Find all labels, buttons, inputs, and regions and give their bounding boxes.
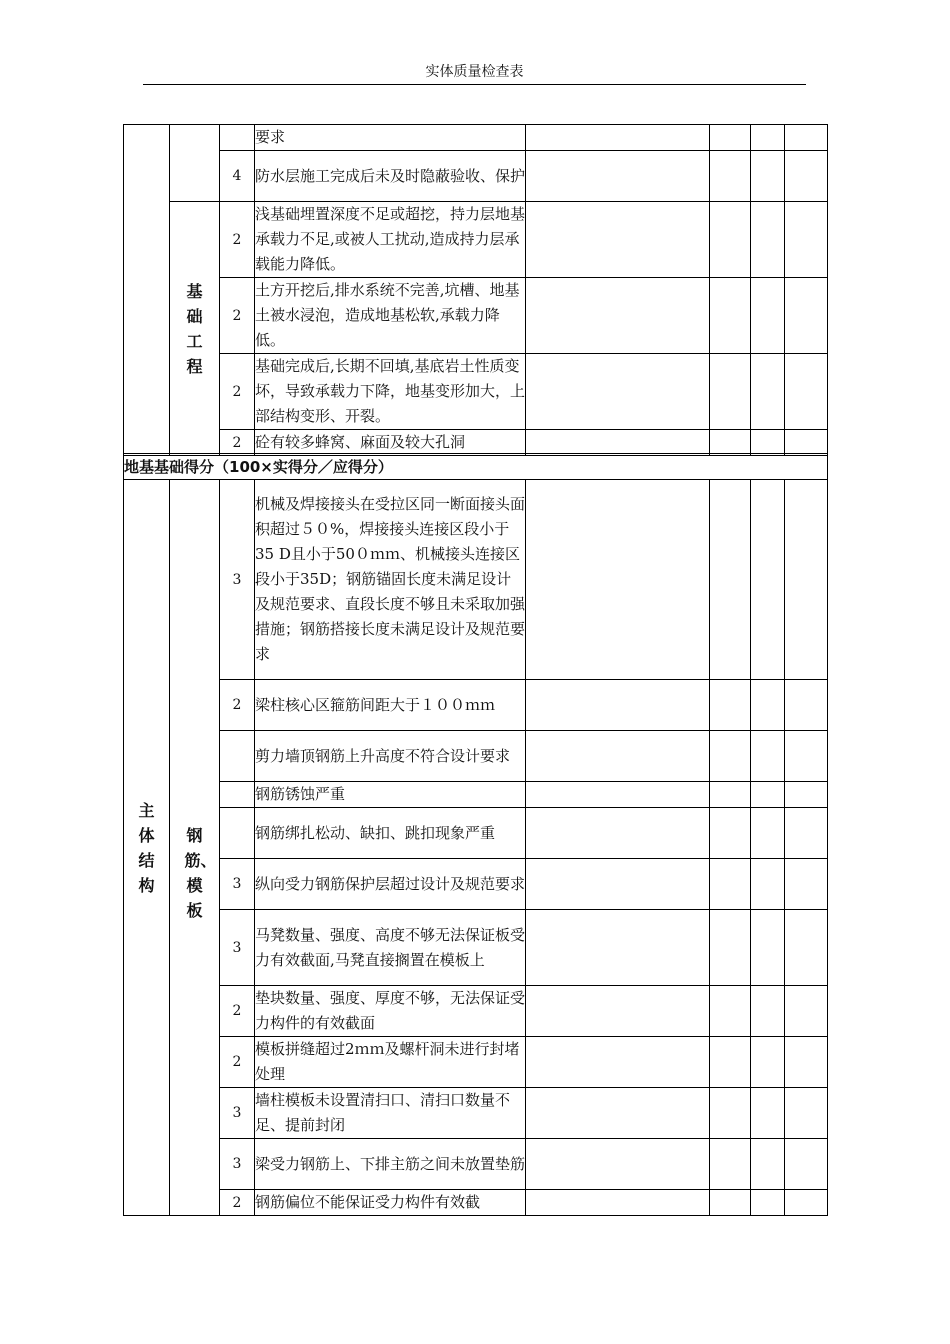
subtotal-row — [124, 454, 828, 480]
result-cell — [751, 859, 785, 910]
result-cell — [526, 125, 710, 151]
result-cell — [526, 430, 710, 456]
inspection-table-main — [123, 453, 828, 1216]
item-text: 钢筋锈蚀严重 — [255, 782, 526, 808]
table-row — [124, 278, 828, 354]
table-row — [124, 680, 828, 731]
result-cell — [710, 125, 751, 151]
result-cell — [710, 430, 751, 456]
category-cell-empty — [124, 125, 170, 456]
item-text: 模板拼缝超过2ｍｍ及螺杆洞未进行封堵处理 — [255, 1037, 526, 1088]
result-cell — [785, 1088, 828, 1139]
item-text: 梁受力钢筋上、下排主筋之间未放置垫筋 — [255, 1139, 526, 1190]
result-cell — [785, 1037, 828, 1088]
result-cell — [710, 1037, 751, 1088]
score-cell: 3 — [220, 1088, 255, 1139]
table-row — [124, 480, 828, 680]
result-cell — [710, 859, 751, 910]
score-cell: 2 — [220, 986, 255, 1037]
table-row — [124, 1139, 828, 1190]
result-cell — [751, 808, 785, 859]
result-cell — [751, 1088, 785, 1139]
item-text: 纵向受力钢筋保护层超过设计及规范要求 — [255, 859, 526, 910]
result-cell — [751, 782, 785, 808]
item-text: 砼有较多蜂窝、麻面及较大孔洞 — [255, 430, 526, 456]
result-cell — [710, 151, 751, 202]
result-cell — [785, 278, 828, 354]
result-cell — [526, 731, 710, 782]
table-row — [124, 1190, 828, 1216]
score-cell: 2 — [220, 354, 255, 430]
result-cell — [785, 151, 828, 202]
table-row — [124, 430, 828, 456]
score-cell: 2 — [220, 1190, 255, 1216]
result-cell — [785, 125, 828, 151]
result-cell — [751, 125, 785, 151]
table-row — [124, 731, 828, 782]
result-cell — [785, 1190, 828, 1216]
table-row — [124, 782, 828, 808]
result-cell — [785, 202, 828, 278]
item-text: 垫块数量、强度、厚度不够，无法保证受力构件的有效截面 — [255, 986, 526, 1037]
subcategory-rebar-formwork: 钢筋、模板 — [170, 480, 220, 1216]
result-cell — [785, 731, 828, 782]
result-cell — [710, 910, 751, 986]
score-cell: 3 — [220, 910, 255, 986]
score-cell: 2 — [220, 1037, 255, 1088]
result-cell — [526, 1139, 710, 1190]
item-text: 马凳数量、强度、高度不够无法保证板受力有效截面,马凳直接搁置在模板上 — [255, 910, 526, 986]
score-cell: 3 — [220, 859, 255, 910]
inspection-table — [123, 124, 828, 456]
result-cell — [526, 202, 710, 278]
score-cell: 3 — [220, 1139, 255, 1190]
foundation-subtotal-label: 地基基础得分（100×实得分／应得分） — [124, 454, 828, 480]
result-cell — [526, 480, 710, 680]
category-main-structure: 主体结构 — [124, 480, 170, 1216]
item-text: 机械及焊接接头在受拉区同一断面接头面积超过５０%，焊接接头连接区段小于35 D且小于50０ｍｍ、机械接头连接区段小于35D；钢筋锚固长度未满足设计及规范要求、直段长度不够且未采取加强措施；钢筋搭接长度未满足设计及规范要求 — [255, 480, 526, 680]
score-cell: 2 — [220, 278, 255, 354]
result-cell — [751, 354, 785, 430]
result-cell — [526, 278, 710, 354]
score-cell: 3 — [220, 480, 255, 680]
result-cell — [710, 278, 751, 354]
result-cell — [710, 480, 751, 680]
result-cell — [710, 1088, 751, 1139]
result-cell — [751, 151, 785, 202]
item-text: 墙柱模板未设置清扫口、清扫口数量不足、提前封闭 — [255, 1088, 526, 1139]
result-cell — [710, 202, 751, 278]
item-text: 要求 — [255, 125, 526, 151]
result-cell — [785, 910, 828, 986]
result-cell — [751, 1037, 785, 1088]
result-cell — [751, 1190, 785, 1216]
table-row — [124, 1037, 828, 1088]
result-cell — [785, 680, 828, 731]
table-row — [124, 986, 828, 1037]
result-cell — [751, 910, 785, 986]
result-cell — [751, 1139, 785, 1190]
result-cell — [751, 202, 785, 278]
result-cell — [710, 680, 751, 731]
result-cell — [526, 1037, 710, 1088]
result-cell — [751, 731, 785, 782]
score-cell — [220, 125, 255, 151]
table-row — [124, 1088, 828, 1139]
item-text: 钢筋绑扎松动、缺扣、跳扣现象严重 — [255, 808, 526, 859]
item-text: 土方开挖后,排水系统不完善,坑槽、地基土被水浸泡，造成地基松软,承载力降低。 — [255, 278, 526, 354]
result-cell — [751, 430, 785, 456]
result-cell — [751, 680, 785, 731]
item-text: 钢筋偏位不能保证受力构件有效截 — [255, 1190, 526, 1216]
result-cell — [785, 1139, 828, 1190]
result-cell — [526, 151, 710, 202]
result-cell — [710, 808, 751, 859]
score-cell: 4 — [220, 151, 255, 202]
result-cell — [785, 430, 828, 456]
result-cell — [785, 354, 828, 430]
subcategory-cell-empty — [170, 125, 220, 202]
result-cell — [785, 480, 828, 680]
result-cell — [710, 731, 751, 782]
result-cell — [526, 859, 710, 910]
result-cell — [710, 354, 751, 430]
result-cell — [526, 808, 710, 859]
result-cell — [710, 782, 751, 808]
result-cell — [526, 782, 710, 808]
result-cell — [526, 1088, 710, 1139]
table-row — [124, 151, 828, 202]
result-cell — [526, 354, 710, 430]
result-cell — [751, 986, 785, 1037]
result-cell — [751, 278, 785, 354]
table-row — [124, 910, 828, 986]
result-cell — [526, 986, 710, 1037]
subcategory-foundation: 基础工程 — [170, 202, 220, 456]
result-cell — [526, 910, 710, 986]
item-text: 基础完成后,长期不回填,基底岩土性质变坏，导致承载力下降，地基变形加大，上部结构变形、开裂。 — [255, 354, 526, 430]
result-cell — [785, 782, 828, 808]
item-text: 防水层施工完成后未及时隐蔽验收、保护 — [255, 151, 526, 202]
page-header: 实体质量检查表 — [143, 62, 806, 85]
item-text: 浅基础埋置深度不足或超挖，持力层地基承载力不足,或被人工扰动,造成持力层承载能力降低。 — [255, 202, 526, 278]
table-row — [124, 859, 828, 910]
table-row — [124, 125, 828, 151]
result-cell — [751, 480, 785, 680]
result-cell — [785, 986, 828, 1037]
table-row — [124, 808, 828, 859]
result-cell — [710, 1139, 751, 1190]
score-cell — [220, 808, 255, 859]
score-cell — [220, 731, 255, 782]
result-cell — [710, 986, 751, 1037]
result-cell — [785, 859, 828, 910]
score-cell: 2 — [220, 680, 255, 731]
table-row — [124, 354, 828, 430]
item-text: 梁柱核心区箍筋间距大于１００ｍｍ — [255, 680, 526, 731]
result-cell — [526, 1190, 710, 1216]
score-cell — [220, 782, 255, 808]
item-text: 剪力墙顶钢筋上升高度不符合设计要求 — [255, 731, 526, 782]
score-cell: 2 — [220, 430, 255, 456]
result-cell — [785, 808, 828, 859]
result-cell — [526, 680, 710, 731]
result-cell — [710, 1190, 751, 1216]
score-cell: 2 — [220, 202, 255, 278]
table-row — [124, 202, 828, 278]
